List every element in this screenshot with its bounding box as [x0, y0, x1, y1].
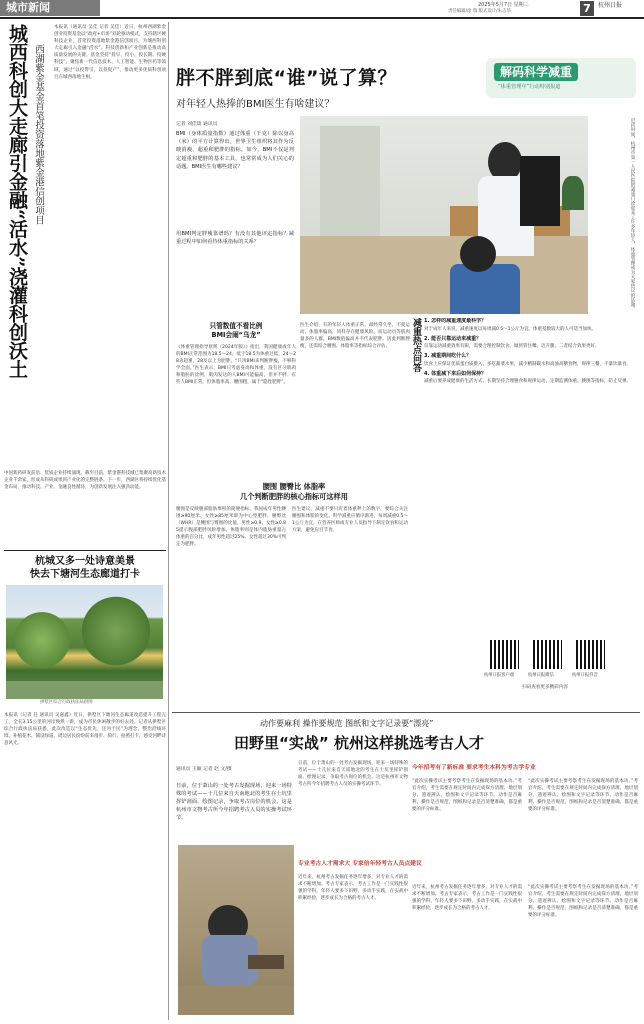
sidebar-title: 解码科学减重: [494, 63, 578, 81]
qr-code-douyin[interactable]: [576, 640, 605, 669]
bmi-section1-body-cont: 医生介绍，有的年轻人体重正常，却经常久坐、不爱运动，体脂率偏高，同样存在健康风险。而运动员等肌肉量多的人群，BMI数值偏高并不代表肥胖。因此判断胖瘦，还需结合腰围、体脂率等指标综合评估。: [300, 323, 410, 350]
faq-item: 2. 能否只靠运动来减重？ 仅靠运动减重效果有限，需要合理控制饮食，做到管住嘴、迈开腿，二者结合效果更好。: [424, 335, 600, 350]
sidebar-banner: [486, 58, 636, 98]
column-divider: [168, 22, 169, 1020]
paper-logo: 杭州日报: [598, 2, 623, 9]
qr-code-wechat[interactable]: [533, 640, 562, 669]
faq-item: 4. 体重减下来后如何保持？ 减重后要养成健康的生活方式，长期坚持合理膳食和规律运动，定期监测体重、腰围等指标，防止反弹。: [424, 370, 631, 385]
masthead-date: 2025年5月7日 星期三: [478, 2, 529, 8]
arch-section1-body: “此次实操考试主要考察考生在发掘现场的基本功。”考官介绍，考生需要在规定时间内完成探方清理、地层划分、遗迹辨认、绘图和文字记录等环节。动作是否麻利、操作是否规范，图纸和记录是否清楚准确，都是重要的评分标准。: [412, 779, 522, 813]
trail-body: 本报讯（记者 任 通讯员 吴嘉鑫）近日，拱墅区下塘河生态廊道改造提升工程完工，全长3.15公里的河岸焕然一新，成为市民休闲散步的好去处。记者从拱墅区综合行政执法局获悉，此次改造以“生态优先、还河于民”为理念，整治沿线环境、补植花木、铺设绿道。周边居民纷纷前来漫步、骑行、拍照打卡，感受河畔诗意风光。: [4, 713, 166, 747]
arch-body-lead: 日前，位于萧山的一处考古发掘现场，迎来一场特殊的考试——十几位来自天南地北的考生在土坑里挥铲刮面、绘图记录，争取考古岗位的机会。这是杭州市文物考古所今年招聘考古人员的实操考试环节。: [298, 761, 408, 788]
bmi-byline: 记者 刘佳琦 通讯员: [176, 122, 218, 127]
bmi-question: 用BMI判定胖瘦靠谱吗？有没有其他评定指标？减重过程中如何看待体重指标的关系？: [176, 231, 294, 246]
left-story-body: 本报讯（通讯员 吴佳 记者 吴佳）近日，杭州西湖紫金创业投资基金以“政府+市场”双轮驱动模式，支持辖区硬科技企业，首笔投资落地紫金港信创项目，为城西科创大走廊引入金融“活水”。科技创新和产业创新是推动高质量发展的关键。基金坚持“投早、投小、投长期、投硬科技”，聚焦新一代信息技术、人工智能、生物医药等领域，通过“以投带引、以投促产”，推动更多优质科创项目在城西落地生根。: [54, 25, 166, 80]
arch-section2-heading: 专业考古人才需求大 专家倍年轻考古人员点建议: [298, 861, 422, 867]
bmi-section2-body-cont: 医生建议，减重不要只盯着体重秤上的数字，要综合关注腰围和体脂的变化。科学减重应循序渐进，每周减重0.5～1公斤为宜，在营养医师或专业人员指导下制定饮食和运动方案，避免盲目节食。: [292, 507, 408, 534]
faq-item: 1. 怎样的减重速度最科学？ 对于成年人来说，减重速度以每周减0.5～1公斤为宜。体重基数较大的人可适当加快。: [424, 318, 597, 332]
qr-code-app[interactable]: [490, 640, 519, 669]
clinic-photo: [300, 116, 588, 314]
qr-label: 杭州日报微信: [528, 673, 554, 678]
bmi-subtitle: 对年轻人热捧的BMI医生有啥建议？: [176, 99, 335, 110]
faq-title: 减重热点问答: [411, 318, 421, 372]
bmi-title: 胖不胖到底“谁”说了算？: [176, 67, 397, 89]
arch-byline: 通讯员 王颖 记者 赵 文/摄: [176, 767, 232, 772]
left-story-body-continued: 中国新药研发前沿、优质企业持续涌现，截至目前，紫金港科技城已集聚高新技术企业千余家，形成从科研成果到产业化的完整链条。下一步，西湖区将持续优化基金布局，推动科技、产业、金融良性循环，为创新发展注入强劲动能。: [4, 471, 166, 491]
arch-section1-heading: 今年招考有了新标准 要求考生本科为考古学专业: [412, 765, 536, 771]
arch-section2-body: 近年来，杭州考古发掘任务逐年增多，对专业人才的需求不断增加。考古专家表示，考古工作是一门实践性很强的学科，年轻人要多下田野、多动手实践，在实战中积累经验，逐步成长为合格的考古人才。: [298, 875, 408, 902]
qr-label: 杭州日报客户端: [484, 673, 515, 678]
trail-photo: [6, 585, 163, 699]
trail-photo-caption: 拱墅区综合行政执法局供图: [40, 700, 93, 705]
arch-section2-body-end: “此次实操考试主要考察考生在发掘现场的基本功。”考官介绍，考生需要在规定时间内完成探方清理、地层划分、遗迹辨认、绘图和文字记录等环节。动作是否麻利、操作是否规范，图纸和记录是否清楚准确，都是重要的评分标准。: [528, 885, 638, 919]
arch-photo: [178, 845, 294, 1015]
mid-rule: [172, 712, 640, 713]
section-name: 城市新闻: [6, 1, 50, 14]
arch-kicker: 动作要麻利 操作要规范 图纸和文字记录要“漂亮”: [260, 719, 434, 728]
masthead-tab: [0, 0, 100, 16]
sidebar-tag: “体重管理年”行动特别报道: [498, 84, 561, 90]
arch-title: 田野里“实战” 杭州这样挑选考古人才: [234, 734, 484, 752]
section-heading-waist: 腰围 腰臀比 体脂率 几个判断肥胖的核心指标可这样用: [240, 482, 348, 501]
arch-section1-body-cont: “此次实操考试主要考察考生在发掘现场的基本功。”考官介绍，考生需要在规定时间内完成探方清理、地层划分、遗迹辨认、绘图和文字记录等环节。动作是否麻利、操作是否规范，图纸和记录是否清楚准确，都是重要的评分标准。: [528, 779, 638, 813]
page-number: 7: [580, 1, 594, 16]
left-divider: [4, 550, 166, 551]
arch-section2-body-cont: 近年来，杭州考古发掘任务逐年增多，对专业人才的需求不断增加。考古专家表示，考古工作是一门实践性很强的学科，年轻人要多下田野、多动手实践，在实战中积累经验，逐步成长为合格的考古人才。: [412, 885, 522, 912]
faq-list: [424, 318, 636, 648]
sidebar-intro: 近段时间，杭州市第一人民医院的减重门诊迎来了许多年轻人，体重管理成为大家热议的话题。: [630, 118, 635, 312]
masthead-editor: 责任编辑/徐 瑞 版式设计/朱志华: [448, 9, 511, 14]
left-story-title: 城西科创大走廊引金融“活水”浇灌科创沃土: [6, 24, 28, 378]
left-story-kicker: 西湖紫金基金首笔投资落地紫金港信创项目: [33, 44, 44, 225]
qr-caption: 扫码查看更多精彩内容: [522, 685, 568, 690]
faq-item: 3. 减重期间吃什么？ 饮食上应保证优质蛋白质摄入，多吃蔬菜水果，减少精制碳水和高油高糖食物，规律三餐，不暴饮暴食。: [424, 353, 631, 367]
arch-lead: 日前，位于萧山的一处考古发掘现场，迎来一场特殊的考试——十几位来自天南地北的考生在土坑里挥铲刮面、绘图记录，争取考古岗位的机会。这是杭州市文物考古所今年招聘考古人员的实操考试环节。: [176, 783, 292, 821]
qr-label: 杭州日报抖音: [572, 673, 598, 678]
trail-title: 杭城又多一处诗意美景 快去下塘河生态廊道打卡: [30, 556, 140, 580]
section-heading-bmi-ratio: 只管数值不看比例 BMI会闹“乌龙”: [209, 322, 263, 339]
header-rule: [0, 17, 644, 19]
bmi-section1-body: 《体重管理指导原则（2024年版）》指出，我国健康成年人的BMI正常范围为18.5～24，低于18.5为体重过低，24～28为超重，28及以上为肥胖。“只用BMI来判断胖瘦，不够科学全面。”医生表示，BMI只考虑身高和体重，没有区分肌肉和脂肪的比例，肌肉发达的人BMI可能偏高，但并不胖；有些人BMI正常，但体脂率高、腰围粗，属于“隐性肥胖”。: [176, 345, 296, 386]
bmi-lead: BMI（身体质量指数）通过体重（千克）除以身高（米）的平方计算得出，世界卫生组织将其作为反映消瘦、超重和肥胖的指标。如今，BMI不仅是判定超重和肥胖的基本工具，也常常成为人们关心的话题。BMI医生有哪些建议？: [176, 131, 294, 170]
bmi-section2-body: 腰围是反映腹部脂肪堆积的简便指标，我国成年男性腰围≥90厘米、女性≥85厘米即为中心型肥胖。腰臀比（WHR）是腰围与臀围的比值，男性≥0.9、女性≥0.85提示腹部肥胖风险增加。体脂率则是体内脂肪重量占体重的百分比，成年男性超过25%、女性超过30%可判定为肥胖。: [176, 507, 286, 548]
